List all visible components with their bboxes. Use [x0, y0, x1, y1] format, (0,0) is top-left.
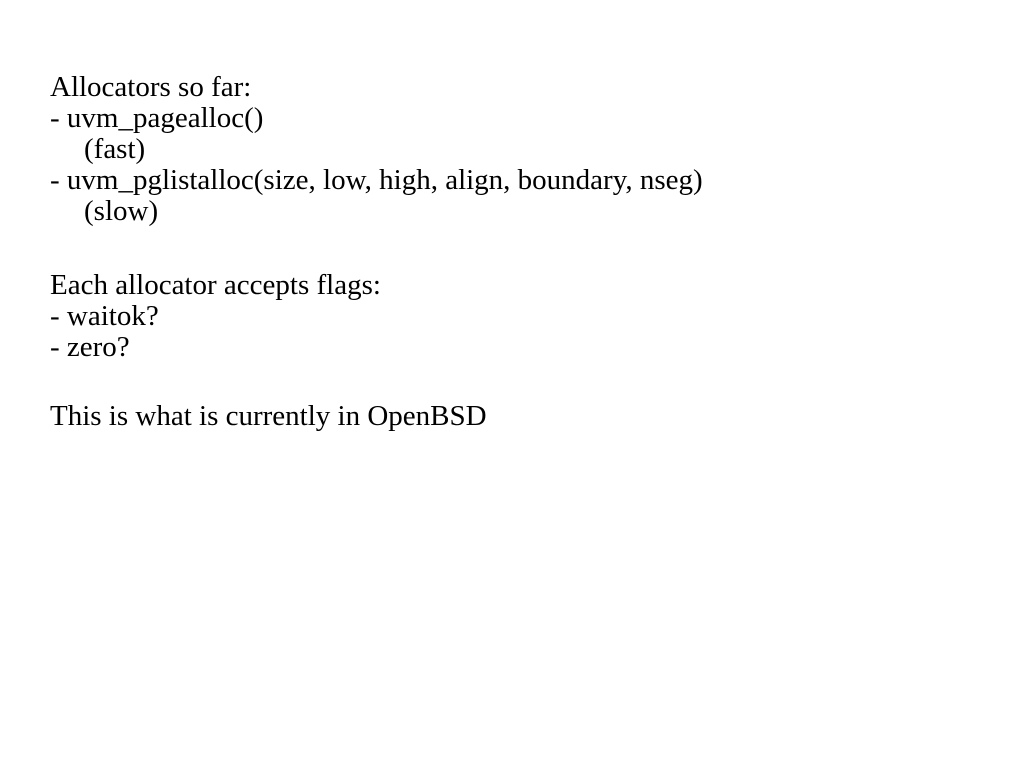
- slide-text-line: - uvm_pagealloc(): [50, 102, 264, 134]
- slide-text-line: - uvm_pglistalloc(size, low, high, align, boundary, nseg): [50, 164, 703, 196]
- slide-text-line: - waitok?: [50, 300, 159, 332]
- allocators-section: [50, 72, 1004, 227]
- slide-text-line: (fast): [84, 133, 146, 165]
- slide-text-line: Allocators so far:: [50, 71, 252, 103]
- slide-text-line: This is what is currently in OpenBSD: [50, 400, 487, 432]
- flags-section: [50, 270, 1004, 363]
- summary-section: [50, 401, 1004, 432]
- slide-text-line: - zero?: [50, 331, 130, 363]
- slide-text-line: Each allocator accepts flags:: [50, 269, 381, 301]
- slide-text-line: (slow): [84, 195, 159, 227]
